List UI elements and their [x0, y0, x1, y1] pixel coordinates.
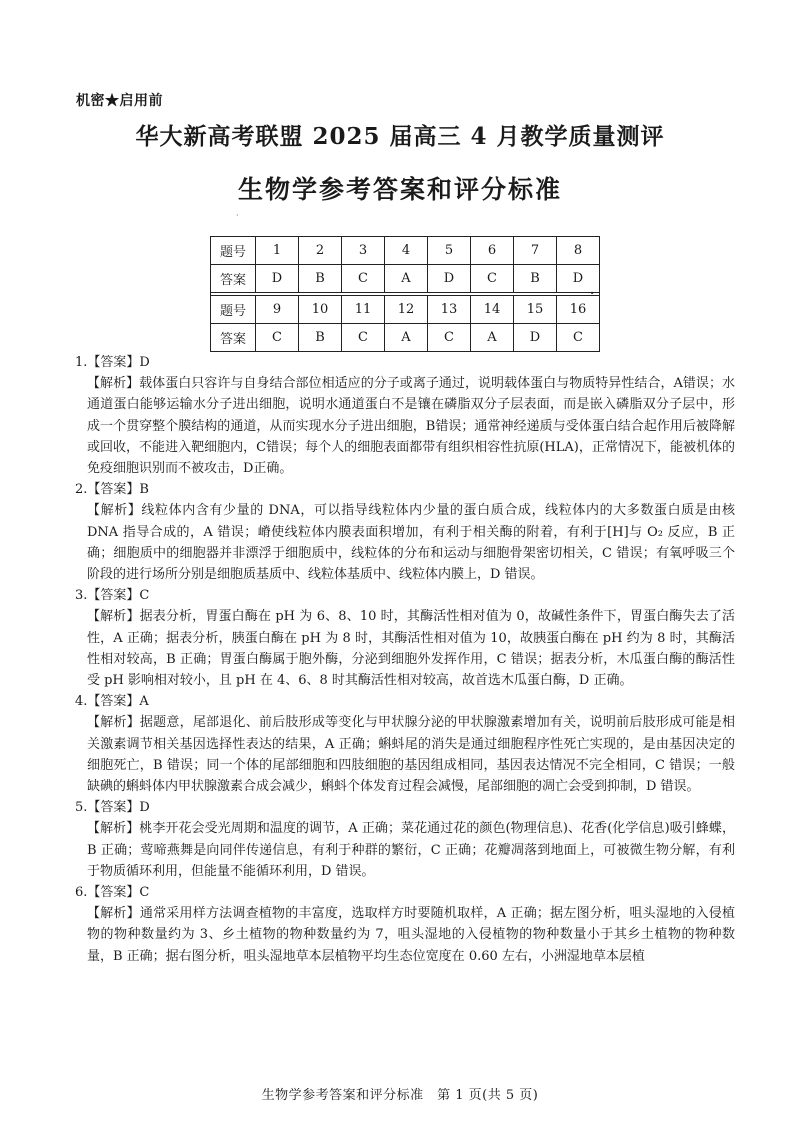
question-number: 10 — [299, 296, 342, 324]
confidential-label: 机密★启用前 — [76, 93, 163, 109]
document-subtitle: 生物学参考答案和评分标准 — [237, 175, 562, 204]
table-row-answers-2 — [211, 324, 600, 352]
answer-value: A — [385, 265, 428, 293]
answer-value: A — [385, 324, 428, 352]
explanations — [75, 352, 735, 967]
question-number: 11 — [342, 296, 385, 324]
question-answer-heading: 5.【答案】D — [75, 800, 150, 816]
question-number: 3 — [342, 237, 385, 265]
table-row-numbers-1 — [211, 237, 600, 265]
answer-value: B — [514, 265, 557, 293]
question-number: 16 — [557, 296, 600, 324]
question-block-2 — [75, 479, 735, 585]
question-number: 8 — [557, 237, 600, 265]
question-explanation: 【解析】载体蛋白只容许与自身结合部位相适应的分子或离子通过，说明载体蛋白与物质特异性结合，A错误；水通道蛋白能够运输水分子进出细胞，说明水通道蛋白不是镶在磷脂双分子层表面，而是嵌入磷脂双分子层中，形成一个贯穿整个膜结构的通道，从而实现水分子进出细胞，B错误；通常神经递质与受体蛋白结合起作用后被降解或回收，不能进入靶细胞内，C错误；每个人的细胞表面都带有组织相容性抗原(HLA)，正常情况下，能被机体的免疫细胞识别而不被攻击，D正确。 — [87, 376, 735, 477]
question-explanation: 【解析】桃李开花会受光周期和温度的调节，A 正确；菜花通过花的颜色(物理信息)、花香(化学信息)吸引蜂蝶，B 正确；莺啼燕舞是向同伴传递信息，有利于种群的繁衍，C 正确；花瓣凋落到地面上，可被微生物分解，有利于物质循环利用，但能量不能循环利用，D 错误。 — [87, 821, 735, 879]
question-answer-heading: 1.【答案】D — [75, 355, 150, 370]
question-number: 12 — [385, 296, 428, 324]
question-number: 7 — [514, 237, 557, 265]
stray-dot: · — [236, 211, 239, 220]
answer-value: C — [342, 265, 385, 293]
answer-value: D — [514, 324, 557, 352]
answer-value: C — [428, 324, 471, 352]
question-number: 2 — [299, 237, 342, 265]
row-label-number: 题号 — [211, 296, 256, 324]
answer-value: D — [557, 265, 600, 293]
answer-value: C — [256, 324, 299, 352]
answer-value: C — [471, 265, 514, 293]
question-block-1 — [75, 352, 735, 479]
question-answer-heading: 2.【答案】B — [75, 482, 149, 498]
answer-value: D — [428, 265, 471, 293]
question-number: 9 — [256, 296, 299, 324]
answer-value: C — [342, 324, 385, 352]
question-number: 4 — [385, 237, 428, 265]
table-row-numbers-2 — [211, 296, 600, 324]
question-number: 5 — [428, 237, 471, 265]
row-label-number: 题号 — [211, 237, 256, 265]
answer-value: A — [471, 324, 514, 352]
answer-value: C — [557, 324, 600, 352]
question-number: 13 — [428, 296, 471, 324]
answer-value: B — [299, 324, 342, 352]
row-label-answer: 答案 — [211, 324, 256, 352]
page-footer: 生物学参考答案和评分标准 第 1 页(共 5 页) — [261, 1088, 539, 1103]
question-explanation: 【解析】据题意，尾部退化、前后肢形成等变化与甲状腺分泌的甲状腺激素增加有关，说明前后肢形成可能是相关激素调节相关基因选择性表达的结果，A 正确；蝌蚪尾的消失是通过细胞程序性死亡实现的，是由基因决定的细胞死亡，B 错误；同一个体的尾部细胞和四肢细胞的基因组成相同，基因表达情况不完全相同，C 错误；一般缺碘的蝌蚪体内甲状腺激素合成会减少，蝌蚪个体发育过程会减慢，尾部细胞的凋亡会受到抑制，D 错误。 — [87, 715, 735, 795]
question-explanation: 【解析】通常采用样方法调查植物的丰富度，选取样方时要随机取样，A 正确；据左图分析，咀头湿地的入侵植物的物种数量约为 3、乡土植物的物种数量约为 7，咀头湿地的入侵植物的物种数量小于其乡土植物的物种数量，B 正确；据右图分析，咀头湿地草本层植物平均生态位宽度在 0.60 左右，小洲湿地草本层植 — [87, 906, 735, 964]
question-answer-heading: 4.【答案】A — [75, 694, 149, 710]
table-row-answers-1 — [211, 265, 600, 293]
question-number: 14 — [471, 296, 514, 324]
question-block-5 — [75, 797, 735, 882]
question-block-4 — [75, 691, 735, 797]
document-title: 华大新高考联盟 2025 届高三 4 月教学质量测评 — [135, 123, 665, 150]
question-explanation: 【解析】线粒体内含有少量的 DNA，可以指导线粒体内少量的蛋白质合成，线粒体内的大多数蛋白质是由核 DNA 指导合成的，A 错误；嵴使线粒体内膜表面积增加，有利于相关酶的附着，有利于[H]与 O₂ 反应，B 正确；细胞质中的细胞器并非漂浮于细胞质中，线粒体的分布和运动与细胞骨架密切相关，C 错误；有氧呼吸三个阶段的进行场所分别是细胞质基质中、线粒体基质中、线粒体内膜上，D 错误。 — [87, 503, 735, 583]
question-block-3 — [75, 585, 735, 691]
question-number: 1 — [256, 237, 299, 265]
question-answer-heading: 3.【答案】C — [75, 588, 150, 604]
question-block-6 — [75, 882, 735, 967]
answer-value: D — [256, 265, 299, 293]
answer-value: B — [299, 265, 342, 293]
row-label-answer: 答案 — [211, 265, 256, 293]
question-number: 15 — [514, 296, 557, 324]
answer-table — [210, 236, 600, 352]
question-explanation: 【解析】据表分析，胃蛋白酶在 pH 为 6、8、10 时，其酶活性相对值为 0，故碱性条件下，胃蛋白酶失去了活性，A 正确；据表分析，胰蛋白酶在 pH 为 8 时，其酶活性相对值为 10，故胰蛋白酶在 pH 约为 8 时，其酶活性相对较高，B 正确；胃蛋白酶属于胞外酶，分泌到细胞外发挥作用，C 错误；据表分析，木瓜蛋白酶的酶活性受 pH 影响相对较小，且 pH 在 4、6、8 时其酶活性相对较高，故首选木瓜蛋白酶，D 正确。 — [87, 609, 735, 689]
table-stray-dot: . — [590, 283, 595, 297]
question-number: 6 — [471, 237, 514, 265]
question-answer-heading: 6.【答案】C — [75, 885, 150, 901]
